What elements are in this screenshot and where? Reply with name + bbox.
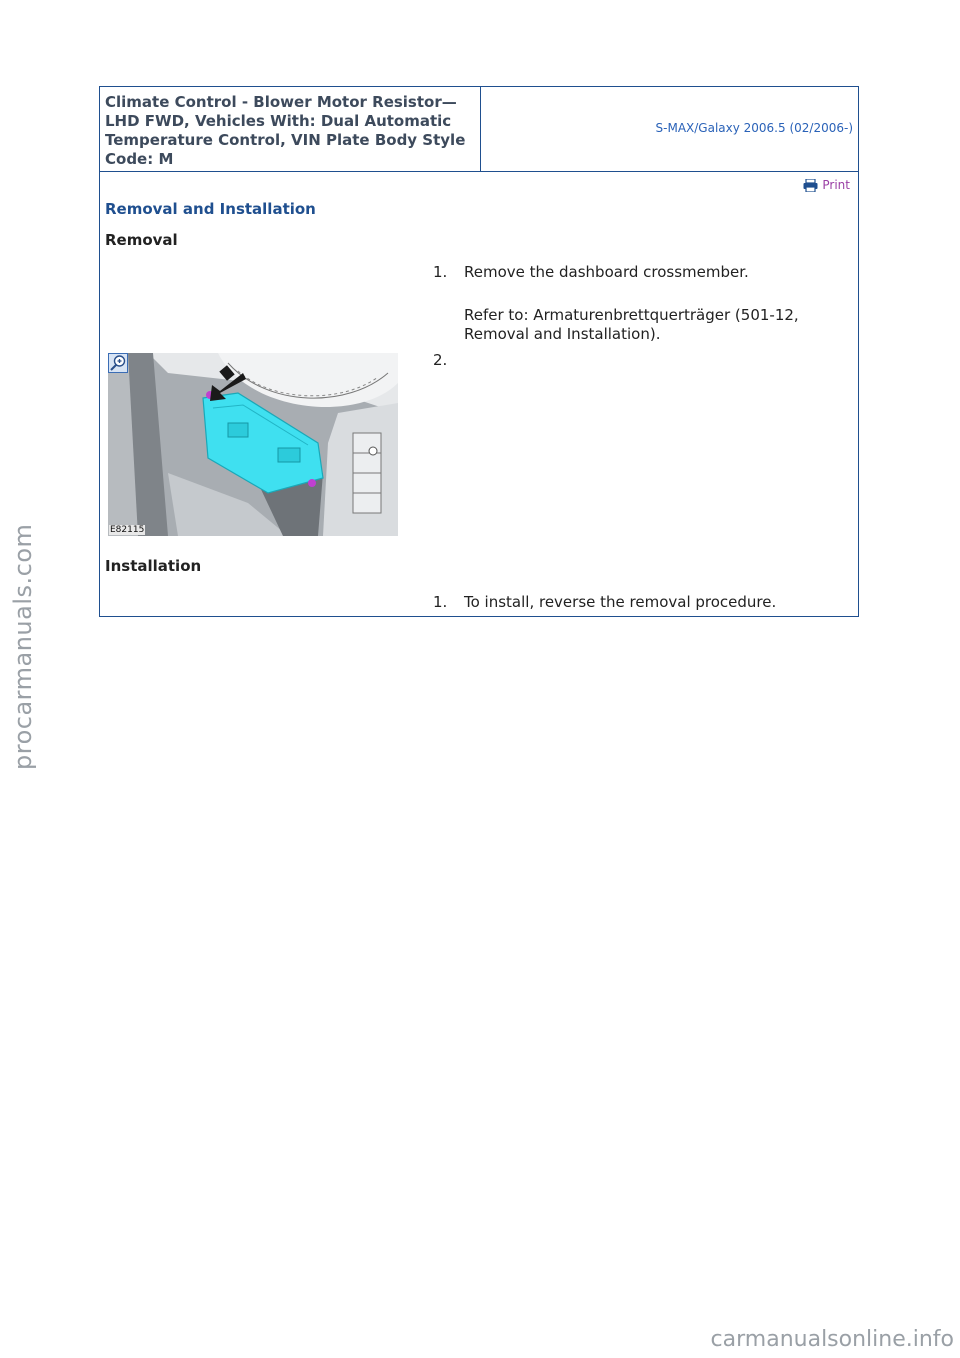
removal-heading: Removal xyxy=(105,231,178,249)
bottom-watermark: carmanualsonline.info xyxy=(710,1327,954,1352)
removal-step-2-number: 2. xyxy=(433,351,448,369)
document-header xyxy=(100,87,858,172)
zoom-in-icon[interactable] xyxy=(108,353,128,373)
removal-step-1-reference[interactable]: Refer to: Armaturenbrettquerträger (501-12, Removal and Installation). xyxy=(464,306,799,343)
print-link[interactable] xyxy=(803,178,850,192)
header-divider xyxy=(480,87,481,171)
installation-step-1-number: 1. xyxy=(433,593,448,611)
page-title: Climate Control - Blower Motor Resistor—LHD FWD, Vehicles With: Dual Automatic Temperature Control, VIN Plate Body Style Code: M xyxy=(105,93,466,168)
illustration-drawing xyxy=(108,353,398,536)
removal-step-1-text: Remove the dashboard crossmember. xyxy=(464,263,749,281)
printer-icon xyxy=(803,179,818,192)
blower-resistor-illustration[interactable] xyxy=(108,353,398,536)
document-frame xyxy=(99,86,859,617)
vehicle-model-label: S-MAX/Galaxy 2006.5 (02/2006-) xyxy=(655,121,853,135)
side-watermark: procarmanuals.com xyxy=(9,523,37,770)
installation-step-1-text: To install, reverse the removal procedure. xyxy=(464,593,777,611)
installation-heading: Installation xyxy=(105,557,202,575)
section-title: Removal and Installation xyxy=(105,200,316,218)
figure-label: E82115 xyxy=(110,525,145,535)
print-label: Print xyxy=(822,178,850,192)
removal-step-1-number: 1. xyxy=(433,263,448,281)
